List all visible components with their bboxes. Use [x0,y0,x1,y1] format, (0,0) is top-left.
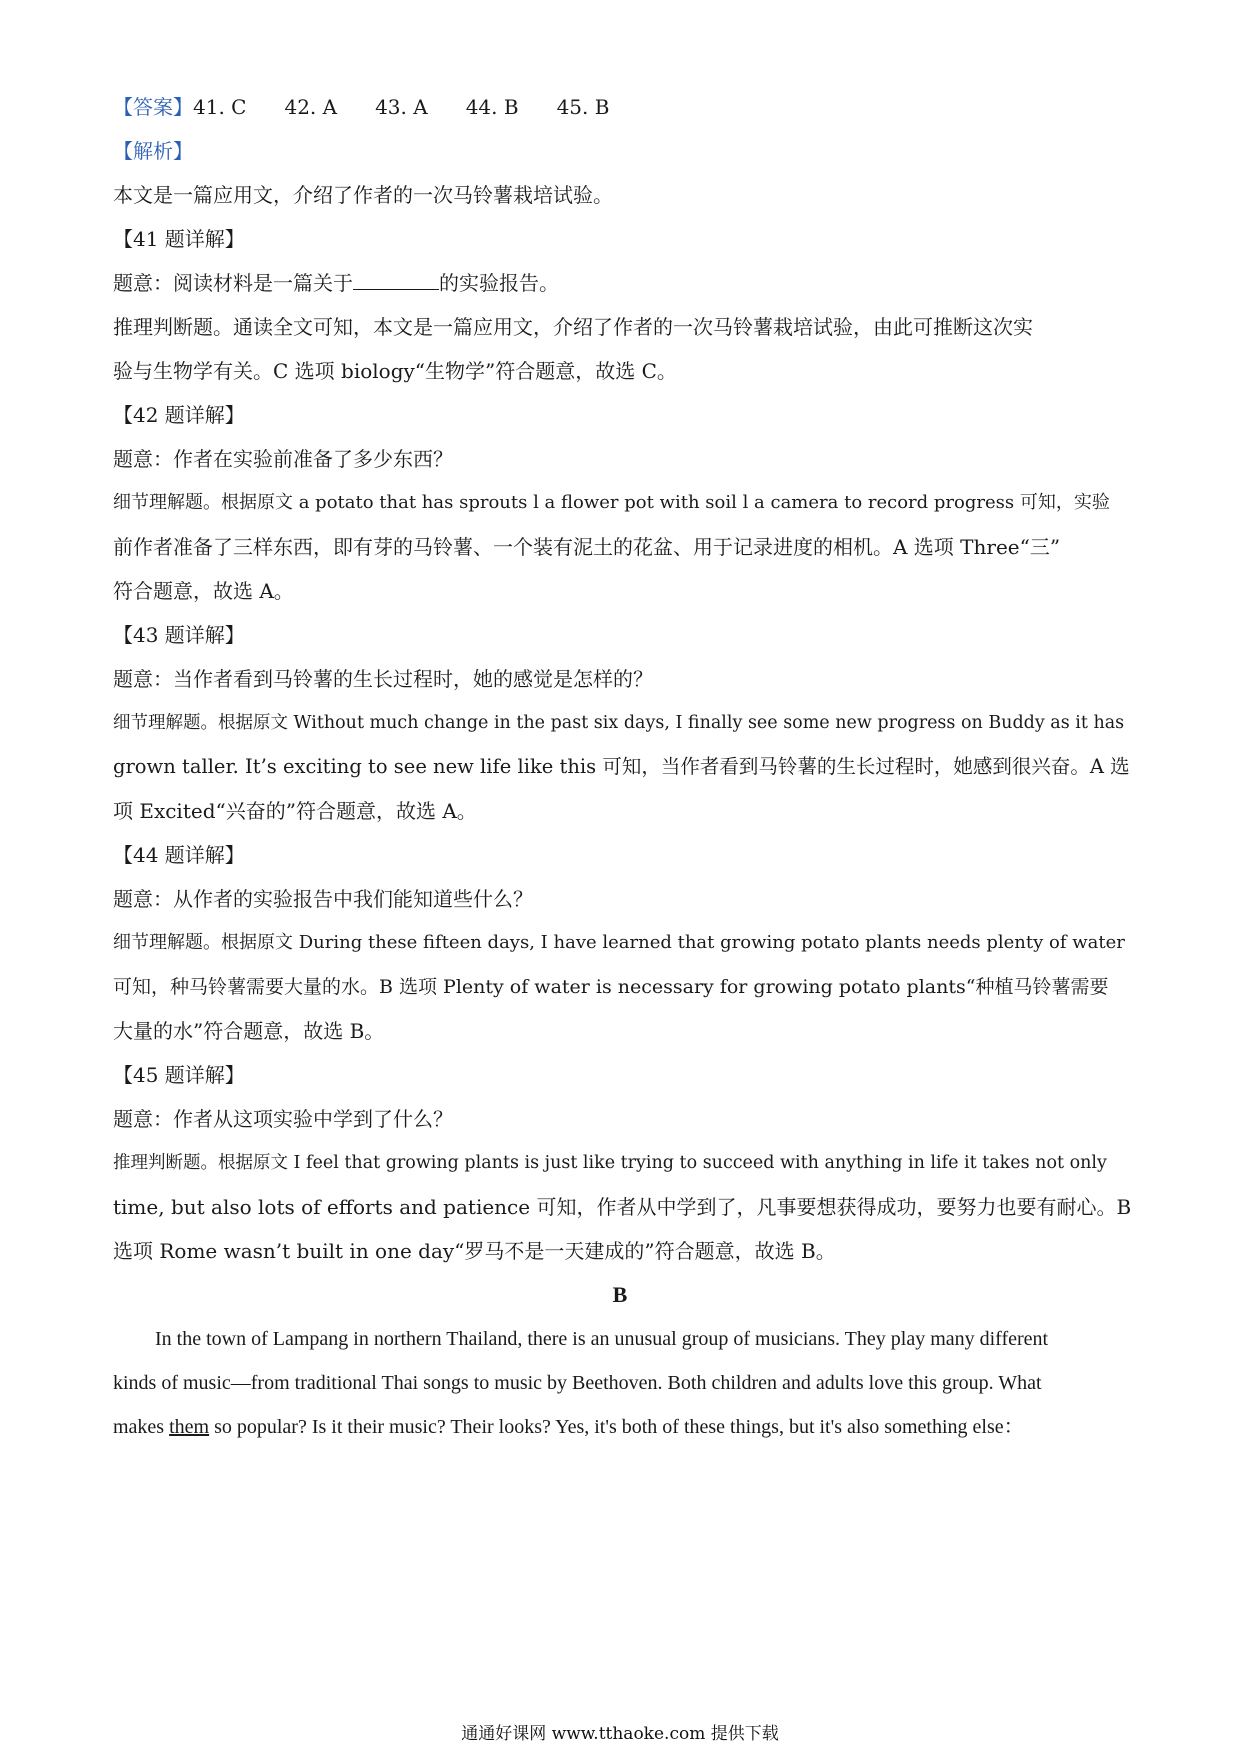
underlined-word-them: them [169,1416,210,1438]
q45-detail-3: 选项 Rome wasn’t built in one day“罗马不是一天建成的”符合题意，故选 B。 [113,1239,836,1263]
q42-detail-2: 前作者准备了三样东西，即有芽的马铃薯、一个装有泥土的花盆、用于记录进度的相机。A 选项 Three“三” [113,535,1061,559]
q44-detail-2: 可知，种马铃薯需要大量的水。B 选项 Plenty of water is necessary for growing potato plants“种植马铃薯需要 [113,976,1109,998]
q42-heading: 【42 题详解】 [113,403,245,427]
q44-detail-3: 大量的水”符合题意，故选 B。 [113,1019,385,1043]
answer-43: 43. A [375,95,428,119]
q41-meaning-b: 的实验报告。 [439,271,559,295]
answer-45: 45. B [556,95,610,119]
q43-meaning: 题意：当作者看到马铃薯的生长过程时，她的感觉是怎样的？ [113,667,653,691]
q42-meaning: 题意：作者在实验前准备了多少东西？ [113,447,453,471]
analysis-label: 【解析】 [113,139,193,163]
section-b-line-3-a: makes [113,1416,170,1438]
intro-text: 本文是一篇应用文，介绍了作者的一次马铃薯栽培试验。 [113,183,613,207]
q42-detail-3: 符合题意，故选 A。 [113,579,294,603]
answer-41: 41. C [193,95,247,119]
q41-heading: 【41 题详解】 [113,227,245,251]
section-b-line-2: kinds of music—from traditional Thai songs to music by Beethoven. Both children and adults love this group. What [113,1372,1042,1394]
answer-label: 【答案】 [113,95,193,119]
answer-44: 44. B [465,95,519,119]
q41-detail-1: 推理判断题。通读全文可知，本文是一篇应用文，介绍了作者的一次马铃薯栽培试验，由此可推断这次实 [113,315,1033,339]
section-b-line-1: In the town of Lampang in northern Thailand, there is an unusual group of musicians. They play many different [155,1328,1049,1350]
section-b-line-3-b: so popular? Is it their music? Their looks? Yes, it's both of these things, but it's also something else： [209,1416,1024,1438]
q44-heading: 【44 题详解】 [113,843,245,867]
q43-detail-3: 项 Excited“兴奋的”符合题意，故选 A。 [113,799,477,823]
q45-detail-1: 推理判断题。根据原文 I feel that growing plants is just like trying to succeed with anything in life it takes not only [113,1153,1107,1173]
q41-detail-2: 验与生物学有关。C 选项 biology“生物学”符合题意，故选 C。 [113,359,677,383]
q41-meaning-a: 题意：阅读材料是一篇关于 [113,271,353,295]
q45-meaning: 题意：作者从这项实验中学到了什么？ [113,1107,453,1131]
q44-detail-1: 细节理解题。根据原文 During these fifteen days, I have learned that growing potato plants needs plenty of water [113,932,1125,953]
q41-meaning [113,268,1133,298]
q42-detail-1: 细节理解题。根据原文 a potato that has sprouts l a flower pot with soil l a camera to record progress 可知，实验 [113,492,1110,513]
q43-heading: 【43 题详解】 [113,623,245,647]
q45-detail-2: time, but also lots of efforts and patience 可知，作者从中学到了，凡事要想获得成功，要努力也要有耐心。B [113,1195,1132,1219]
answer-line [113,92,1133,122]
q43-detail-2: grown taller. It’s exciting to see new life like this 可知，当作者看到马铃薯的生长过程时，她感到很兴奋。A 选 [113,755,1130,778]
q45-heading: 【45 题详解】 [113,1063,245,1087]
section-b-title: B [612,1282,628,1307]
section-b-line-3 [113,1412,1133,1442]
answer-42: 42. A [284,95,338,119]
page-footer: 通通好课网 www.tthaoke.com 提供下载 [461,1724,779,1744]
q43-detail-1: 细节理解题。根据原文 Without much change in the past six days, I finally see some new progress on Buddy as it has [113,713,1125,733]
answer-blank [353,271,439,290]
q44-meaning: 题意：从作者的实验报告中我们能知道些什么？ [113,887,533,911]
